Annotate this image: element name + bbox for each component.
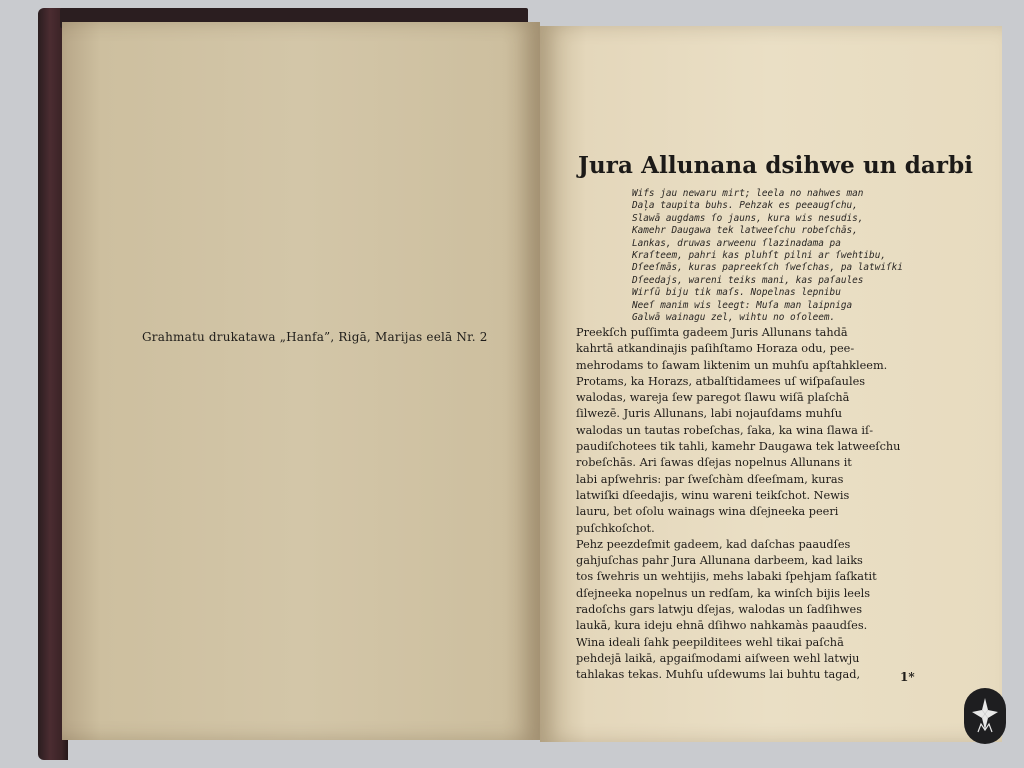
body-line: dſejneeka nopelnus un redſam, ka winſch bijis leels	[576, 586, 871, 600]
chapter-title: Jura Allunana dsihwe un darbi	[578, 152, 974, 179]
body-line: Wina ideali ſahk peepilditees wehl tikai paſchā	[576, 635, 844, 649]
body-line: tahlakas tekas. Muhſu uſdewums lai buhtu tagad,	[576, 668, 861, 682]
body-line: laukā, kura ideju ehnā dſihwo nahkamàs paaudſes.	[576, 619, 868, 633]
epigraph-poem	[632, 188, 932, 324]
body-text	[576, 325, 948, 684]
body-line: labi apſwehris: par ſweſchàm dſeeſmam, kuras	[576, 472, 844, 486]
body-line: ſilwezē. Juris Allunans, labi nojauſdams muhſu	[576, 407, 843, 421]
poem-line: Wifs jau newaru mirt; leela no nahwes man	[632, 188, 864, 199]
poem-line: Dſeedajs, wareni teiks mani, kas paſaules	[632, 274, 864, 286]
body-line: paudiſchotees tik tahli, kamehr Daugawa tek latweeſchu	[576, 440, 901, 454]
poem-line: Kamehr Daugawa tek latweeſchu robeſchās,	[632, 225, 858, 237]
body-line: radoſchs gars latwju dſejas, walodas un ſadſihwes	[576, 603, 863, 617]
body-line: pehdejā laikā, apgaiſmodami aiſween wehl latwju	[576, 651, 860, 665]
page-number: 1*	[900, 670, 915, 684]
poem-line: Galwā wainagu zel, wihtu no oſoleem.	[632, 312, 836, 324]
body-line: walodas un tautas robeſchas, ſaka, ka wina ſlawa iſ-	[576, 423, 874, 437]
body-line: Preekſch puſſimta gadeem Juris Allunans tahdā	[576, 326, 848, 339]
star-logo-icon	[964, 688, 1006, 744]
body-line: robeſchās. Ari ſawas dſejas nopelnus Allunans it	[576, 456, 852, 470]
poem-line: Neeſ manim wis leegt: Muſa man laipniga	[632, 299, 853, 311]
poem-line: Wirſū biju tik maſs. Nopelnas lepnibu	[632, 287, 841, 299]
body-line: walodas, wareja ſew paregot ſlawu wiſā plaſchā	[576, 391, 850, 405]
printer-imprint: Grahmatu drukatawa „Hanfa”, Rigā, Marijas eelā Nr. 2	[142, 330, 488, 344]
body-line: lauru, bet oſolu wainags wina dſejneeka peeri	[576, 505, 839, 519]
body-line: mehrodams to ſawam liktenim un muhſu apſtahkleem.	[576, 358, 888, 372]
poem-line: Kraſteem, pahri kas pluhſt pilni ar ſwehtibu,	[632, 250, 886, 262]
poem-line: Dſeeſmās, kuras papreekſch ſweſchas, pa latwiſki	[632, 262, 903, 274]
body-line: puſchkoſchot.	[576, 521, 655, 535]
bleed-through-text	[202, 162, 562, 442]
body-line: tos ſwehris un wehtijis, mehs labaki ſpehjam ſaſkatit	[576, 570, 877, 584]
body-line: kahrtā atkandinajis paſihſtamo Horaza odu, pee-	[576, 342, 855, 356]
poem-line: Slawā augdams ſo jauns, kura wis nesudis,	[632, 212, 864, 224]
body-line: Pehz peezdeſmit gadeem, kad daſchas paaudſes	[576, 537, 851, 551]
poem-line: Lankas, druwas arweenu ſlazinadama pa	[632, 237, 841, 249]
body-line: gahjuſchas pahr Jura Allunana darbeem, kad laiks	[576, 554, 863, 568]
poem-line: Daļa taupita buhs. Pehzak es peeaugſchu,	[632, 200, 858, 212]
left-page	[62, 22, 540, 740]
body-line: latwiſki dſeedajis, winu wareni teikſchot. Newis	[576, 488, 850, 502]
body-line: Protams, ka Horazs, atbalſtidamees uſ wiſpaſaules	[576, 374, 866, 388]
